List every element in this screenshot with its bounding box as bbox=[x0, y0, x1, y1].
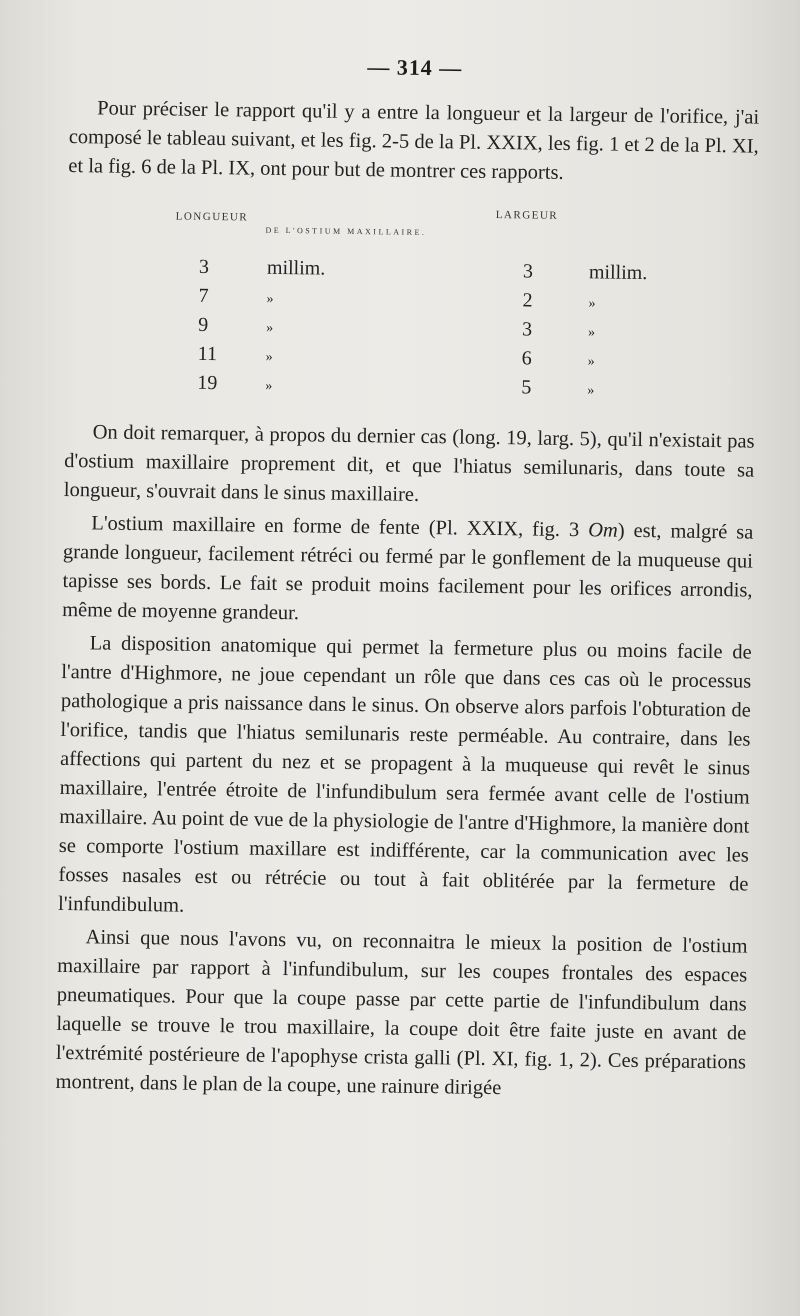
paragraph-dernier-cas: On doit remarquer, à propos du dernier cas (long. 19, larg. 5), qu'il n'existait pas d'ostium maxillaire proprement dit, et que l'hiatus semilunaris, dans toute sa longueur, s'ouvrait dans le sinus maxillaire. bbox=[63, 421, 755, 506]
length-value: 19 bbox=[197, 371, 218, 395]
paragraph-text: L'ostium maxillaire en forme de fente (Pl. XXIX, fig. 3 bbox=[91, 512, 589, 542]
header-largeur: LARGEUR bbox=[495, 208, 559, 222]
width-unit: » bbox=[587, 325, 596, 341]
width-value: 6 bbox=[521, 347, 532, 370]
page-number: — 314 — bbox=[367, 54, 463, 81]
length-unit: » bbox=[266, 291, 274, 307]
table-row bbox=[523, 257, 648, 288]
width-column bbox=[521, 257, 647, 404]
width-unit: » bbox=[587, 354, 595, 370]
table-row bbox=[198, 340, 325, 371]
paragraph-ostium-fente bbox=[62, 509, 754, 635]
width-unit: » bbox=[588, 296, 596, 312]
paragraph-text: ) est, malgré sa grande longueur, facilement rétréci ou fermé par le gonflement de la muqueuse qui tapisse ses bords. Le fait se produit moins facilement pour les orifices arrondis, même de moyenne grandeur. bbox=[62, 519, 754, 625]
measurement-table bbox=[65, 183, 758, 428]
length-unit: » bbox=[266, 320, 274, 336]
length-column bbox=[197, 253, 325, 400]
width-unit: » bbox=[587, 383, 595, 399]
length-unit: » bbox=[265, 349, 273, 365]
width-unit: millim. bbox=[588, 261, 648, 285]
length-value: 7 bbox=[198, 284, 209, 307]
table-row bbox=[198, 311, 325, 342]
table-row bbox=[198, 282, 325, 313]
length-value: 9 bbox=[198, 313, 209, 336]
length-value: 11 bbox=[197, 342, 218, 366]
width-value: 5 bbox=[521, 376, 532, 399]
table-row bbox=[199, 253, 326, 284]
page-content bbox=[55, 50, 760, 1107]
table-row bbox=[197, 369, 324, 400]
paragraph-disposition: La disposition anatomique qui permet la fermeture plus ou moins facile de l'antre d'Highmore, ne joue cependant un rôle que dans ces cas où le processus pathologique a pris naissance dans le sinus. On observe alors parfois l'obturation de l'orifice, tandis que l'hiatus semilunaris reste perméable. Au contraire, dans les affections qui partent du nez et se propagent à la muqueuse qui revêt le sinus maxillaire, l'entrée étroite de l'infundibulum sera fermée avant celle de l'ostium maxillaire. Au point de vue de la physiologie de l'antre d'Highmore, la manière dont se comporte l'ostium maxillare est indifférente, car la communication avec les fosses nasales est ou rétrécie ou tout à fait oblitérée par la fermeture de l'infundibulum. bbox=[57, 632, 752, 917]
width-value: 3 bbox=[521, 318, 533, 341]
header-ostium: DE L'OSTIUM MAXILLAIRE. bbox=[265, 225, 427, 237]
width-value: 2 bbox=[522, 289, 533, 312]
table-row bbox=[522, 315, 647, 346]
table-row bbox=[522, 286, 647, 317]
length-unit: millim. bbox=[266, 256, 326, 280]
paragraph-position: Ainsi que nous l'avons vu, on reconnaitra le mieux la position de l'ostium maxillaire par rapport à l'infundibulum, sur les coupes frontales des espaces pneumatiques. Pour que la coupe passe par cette partie de l'infundibulum dans laquelle se trouve le trou maxillaire, la coupe doit être faite juste en avant de l'extrémité postérieure de l'apophyse crista galli (Pl. XI, fig. 1, 2). Ces préparations montrent, dans le plan de la coupe, une rainure dirigée bbox=[55, 926, 748, 1100]
figure-label: Om bbox=[588, 519, 618, 542]
length-unit: » bbox=[265, 378, 273, 394]
width-value: 3 bbox=[522, 260, 534, 283]
header-longueur: LONGUEUR bbox=[175, 210, 249, 224]
table-row bbox=[521, 373, 646, 404]
table-row bbox=[522, 344, 647, 375]
intro-paragraph: Pour préciser le rapport qu'il y a entre la longueur et la largeur de l'orifice, j'ai composé le tableau suivant, et les fig. 2-5 de la Pl. XXIX, les fig. 1 et 2 de la Pl. XI, et la fig. 6 de la Pl. IX, ont pour but de montrer ces rapports. bbox=[68, 97, 760, 184]
length-value: 3 bbox=[198, 255, 210, 278]
